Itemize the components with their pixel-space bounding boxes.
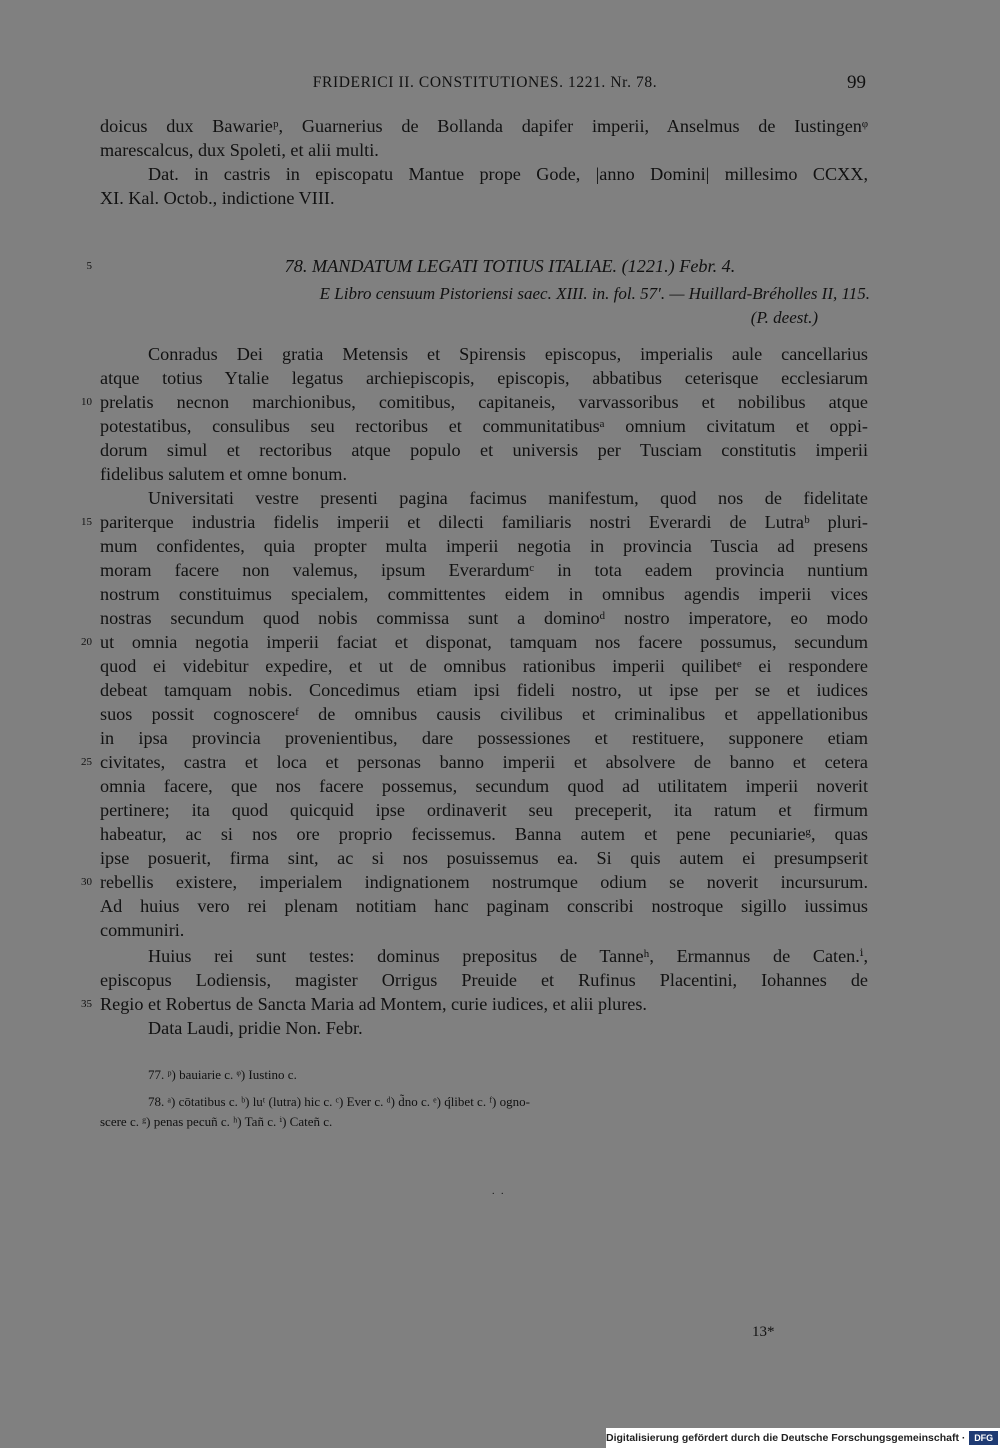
text-line: dorum simul et rectoribus atque populo et universis per Tusciam constitutis imperii [100, 440, 868, 460]
text-line: habeatur, ac si nos ore proprio fecissemus. Banna autem et pene pecuniarieᵍ, quas [100, 824, 868, 844]
source-note-deest: (P. deest.) [750, 308, 818, 327]
ornament-dots: . . [492, 1186, 506, 1197]
text-line: Conradus Dei gratia Metensis et Spirensis episcopus, imperialis aule cancellarius [148, 344, 868, 364]
text-line: Universitati vestre presenti pagina facimus manifestum, quod nos de fidelitate [148, 488, 868, 508]
line-number: 15 [81, 516, 92, 528]
text-line: ipse posuerit, firma sint, ac si nos posuissemus ea. Si quis autem ei presumpserit [100, 848, 868, 868]
footnote-77: 77. ᵖ) bauiarie c. ᵠ) Iustino c. [148, 1067, 297, 1082]
footnote-78-line2: scere c. ᵍ) penas pecuñ c. ʰ) Tañ c. ⁱ) Cateñ c. [100, 1114, 333, 1129]
running-title: FRIDERICI II. CONSTITUTIONES. 1221. Nr. 78. [312, 74, 658, 91]
text-line: pertinere; ita quod quicquid ipse ordinaverit seu preceperit, ita ratum et firmum [100, 800, 868, 820]
text-line: nostras secundum quod nobis commissa sunt a dominoᵈ nostro imperatore, eo modo [100, 608, 868, 628]
dfg-logo: DFG [969, 1431, 998, 1445]
text-line: communiri. [100, 920, 185, 940]
text-line: Ad huius vero rei plenam notitiam hanc paginam conscribi nostroque sigillo iussimus [100, 896, 868, 916]
digitization-credit [606, 1428, 1000, 1448]
footnote-78-line1: 78. ᵃ) cōtatibus c. ᵇ) luᵗ (lutra) hic c. ᶜ) Ever c. ᵈ) d̃no c. ᵉ) q́libet c. ᶠ) ogno- [148, 1094, 530, 1109]
line-number: 20 [81, 636, 92, 648]
line-number: 5 [86, 260, 92, 272]
text-line: Regio et Robertus de Sancta Maria ad Montem, curie iudices, et alii plures. [100, 994, 647, 1014]
text-line: doicus dux Bawarieᵖ, Guarnerius de Bollanda dapifer imperii, Anselmus de Iustingenᵠ [100, 116, 868, 136]
text-line: nostrum constituimus specialem, committentes eidem in omnibus agendis imperii vices [100, 584, 868, 604]
text-line: rebellis existere, imperialem indignationem nostrumque odium se noverit incursurum. [100, 872, 868, 892]
signature-mark: 13* [752, 1324, 775, 1340]
credit-text: Digitalisierung gefördert durch die Deutsche Forschungsgemeinschaft · [606, 1432, 966, 1444]
text-line: civitates, castra et loca et personas banno imperii et absolvere de banno et cetera [100, 752, 868, 772]
text-line: pariterque industria fidelis imperii et dilecti familiaris nostri Everardi de Lutraᵇ pluri- [100, 512, 868, 532]
line-number: 30 [81, 876, 92, 888]
text-line: marescalcus, dux Spoleti, et alii multi. [100, 140, 379, 160]
text-line: XI. Kal. Octob., indictione VIII. [100, 188, 335, 208]
line-number: 25 [81, 756, 92, 768]
text-line: Dat. in castris in episcopatu Mantue prope Gode, |anno Domini| millesimo CCXX, [148, 164, 868, 184]
source-note: E Libro censuum Pistoriensi saec. XIII. in. fol. 57′. — Huillard-Bréholles II, 115. [319, 284, 870, 303]
text-line: fidelibus salutem et omne bonum. [100, 464, 348, 484]
text-line: prelatis necnon marchionibus, comitibus, capitaneis, varvassoribus et nobilibus atque [100, 392, 868, 412]
text-line: Huius rei sunt testes: dominus prepositus de Tanneʰ, Ermannus de Caten.ⁱ, [148, 946, 868, 966]
text-line: omnia facere, que nos facere possemus, secundum quod ad utilitatem imperii noverit [100, 776, 868, 796]
line-number: 35 [81, 998, 92, 1010]
text-line: Data Laudi, pridie Non. Febr. [148, 1018, 363, 1038]
text-line: ut omnia negotia imperii faciat et disponat, tamquam nos facere possumus, secundum [100, 632, 868, 652]
text-line: quod ei videbitur expedire, et ut de omnibus rationibus imperii quilibetᵉ ei respondere [100, 656, 868, 676]
text-line: episcopus Lodiensis, magister Orrigus Preuide et Rufinus Placentini, Iohannes de [100, 970, 868, 990]
text-line: potestatibus, consulibus seu rectoribus et communitatibusᵃ omnium civitatum et oppi- [100, 416, 868, 436]
document-heading: 78. MANDATUM LEGATI TOTIUS ITALIAE. (1221.) Febr. 4. [284, 256, 736, 276]
text-line: atque totius Ytalie legatus archiepiscopis, episcopis, abbatibus ceterisque ecclesiarum [100, 368, 868, 388]
line-number: 10 [81, 396, 92, 408]
text-line: moram facere non valemus, ipsum Everardumᶜ in tota eadem provincia nuntium [100, 560, 868, 580]
text-line: in ipsa provincia provenientibus, dare possessiones et restituere, supponere etiam [100, 728, 868, 748]
text-line: mum confidentes, quia propter multa imperii negotia in provincia Tuscia ad presens [100, 536, 868, 556]
text-line: debeat tamquam nobis. Concedimus etiam ipsi fideli nostro, ut ipse per se et iudices [100, 680, 868, 700]
page-number: 99 [847, 72, 866, 93]
text-line: suos possit cognoscereᶠ de omnibus causis civilibus et criminalibus et appellationibus [100, 704, 868, 724]
running-head [0, 72, 1000, 96]
